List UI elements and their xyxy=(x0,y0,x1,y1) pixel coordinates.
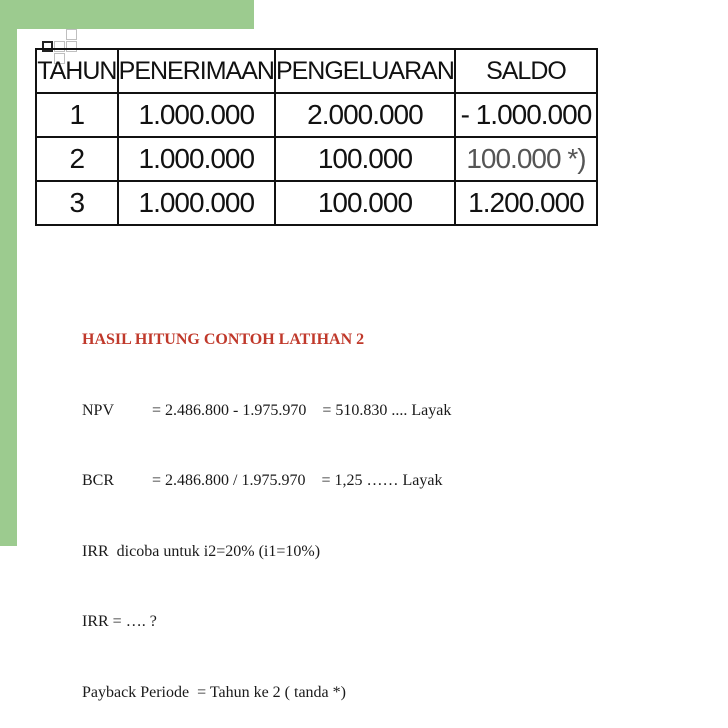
header-saldo: SALDO xyxy=(455,49,597,93)
cell-tahun: 1 xyxy=(36,93,118,137)
npv-label: NPV xyxy=(82,401,115,419)
header-tahun: TAHUN xyxy=(36,49,118,93)
npv-value: = 2.486.800 - 1.975.970 = 510.830 .... Layak xyxy=(152,401,452,419)
irr-result-line: IRR = …. ? xyxy=(82,613,157,630)
cell-penerimaan: 1.000.000 xyxy=(118,93,275,137)
cell-tahun: 2 xyxy=(36,137,118,181)
cell-pengeluaran: 100.000 xyxy=(275,137,455,181)
cell-penerimaan: 1.000.000 xyxy=(118,181,275,225)
calculation-notes xyxy=(82,281,451,728)
table-header-row xyxy=(36,49,597,93)
header-penerimaan: PENERIMAAN xyxy=(118,49,275,93)
cell-tahun: 3 xyxy=(36,181,118,225)
cell-saldo: 100.000 *) xyxy=(455,137,597,181)
bcr-value: = 2.486.800 / 1.975.970 = 1,25 …… Layak xyxy=(152,472,443,489)
cell-saldo: - 1.000.000 xyxy=(455,93,597,137)
npv-line xyxy=(82,399,451,423)
header-pengeluaran: PENGELUARAN xyxy=(275,49,455,93)
cell-pengeluaran: 100.000 xyxy=(275,181,455,225)
payback-line: Payback Periode = Tahun ke 2 ( tanda *) xyxy=(82,683,346,701)
table-row xyxy=(36,93,597,137)
irr-try-line: IRR dicoba untuk i2=20% (i1=10%) xyxy=(82,542,321,560)
cell-pengeluaran: 2.000.000 xyxy=(275,93,455,137)
table-row xyxy=(36,137,597,181)
notes-heading: HASIL HITUNG CONTOH LATIHAN 2 xyxy=(82,331,365,348)
cell-saldo: 1.200.000 xyxy=(455,181,597,225)
cashflow-table xyxy=(35,48,598,226)
cell-penerimaan: 1.000.000 xyxy=(118,137,275,181)
bcr-label: BCR xyxy=(82,472,115,489)
table-row xyxy=(36,181,597,225)
bcr-line xyxy=(82,469,451,493)
